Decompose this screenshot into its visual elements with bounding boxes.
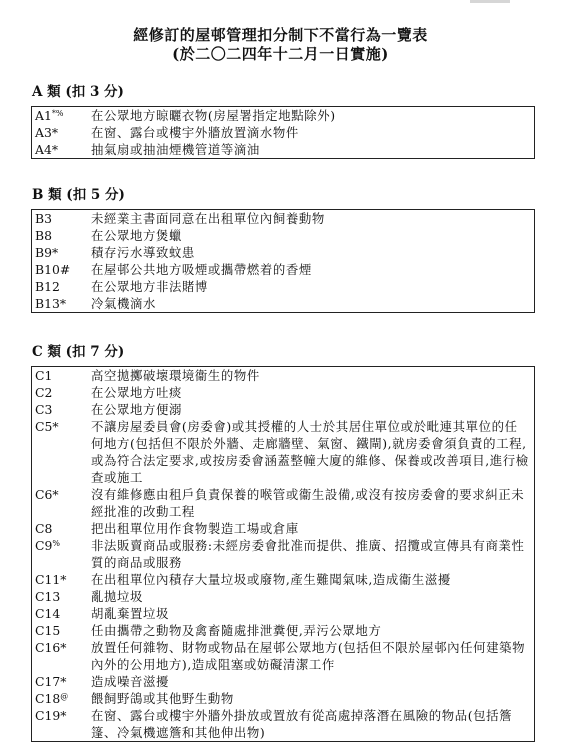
rule-row bbox=[32, 107, 534, 124]
rule-code: C13 bbox=[35, 589, 61, 604]
rule-description: 胡亂棄置垃圾 bbox=[91, 606, 169, 621]
rule-code: C17* bbox=[35, 674, 67, 689]
rule-description: 冷氣機滴水 bbox=[91, 296, 156, 311]
rule-code: C9% bbox=[35, 538, 60, 553]
rule-code: C1 bbox=[35, 368, 53, 383]
rule-row bbox=[32, 261, 534, 278]
rule-description: 餵飼野鴿或其他野生動物 bbox=[91, 691, 234, 706]
rule-description: 高空拋擲破壞環境衞生的物件 bbox=[91, 368, 260, 383]
rule-code-mark: % bbox=[52, 539, 60, 548]
section-c-table bbox=[31, 366, 535, 742]
rule-description: 非法販賣商品或服務:未經房委會批准而提供、推廣、招攬或宣傳具有商業性質的商品或服務 bbox=[91, 538, 525, 570]
rule-code: C16* bbox=[35, 640, 67, 655]
section-b-table bbox=[31, 209, 535, 313]
section-a-table bbox=[31, 106, 535, 159]
rule-description: 放置任何雜物、財物或物品在屋邨公眾地方(包括但不限於屋邨內任何建築物內外的公用地方),造成阻塞或妨礙清潔工作 bbox=[91, 640, 526, 672]
rule-description: 未經業主書面同意在出租單位內飼養動物 bbox=[91, 211, 325, 226]
rule-row bbox=[32, 384, 534, 401]
rule-row bbox=[32, 605, 534, 622]
rule-description: 造成噪音滋擾 bbox=[91, 674, 169, 689]
rule-code: B8 bbox=[35, 228, 52, 243]
rule-code: B10# bbox=[35, 262, 71, 277]
rule-description: 沒有維修應由租戶負責保養的喉管或衞生設備,或沒有按房委會的要求糾正未經批准的改動工程 bbox=[91, 487, 525, 519]
rule-code: C8 bbox=[35, 521, 53, 536]
rule-code-mark: @ bbox=[60, 692, 69, 701]
rule-description: 把出租單位用作食物製造工場或倉庫 bbox=[91, 521, 299, 536]
rule-row bbox=[32, 141, 534, 158]
rule-code: A1*% bbox=[35, 108, 64, 123]
rule-row bbox=[32, 227, 534, 244]
rule-code: A4* bbox=[35, 142, 59, 157]
rule-code: C19* bbox=[35, 708, 67, 723]
rule-description: 抽氣扇或抽油煙機管道等滴油 bbox=[91, 142, 260, 157]
document-title: 經修訂的屋邨管理扣分制下不當行為一覽表 bbox=[133, 26, 428, 44]
rule-code: C5* bbox=[35, 419, 59, 434]
rule-code: B9* bbox=[35, 245, 59, 260]
rule-code: B3 bbox=[35, 211, 52, 226]
rule-description: 不讓房屋委員會(房委會)或其授權的人士於其居住單位或於毗連其單位的任何地方(包括但不限於外牆、走廊牆壁、氣窗、鐵閘),就房委會須負責的工程,或為符合法定要求,或按房委會涵蓋整幢大廈的維修、保養或改善項目,進行檢查或施工 bbox=[91, 419, 529, 485]
rule-description: 積存污水導致蚊患 bbox=[91, 245, 195, 260]
section-a-heading: A 類 (扣 3 分) bbox=[32, 84, 124, 100]
rule-row bbox=[32, 278, 534, 295]
rule-row bbox=[32, 401, 534, 418]
section-b-heading: B 類 (扣 5 分) bbox=[32, 187, 125, 203]
rule-code: B13* bbox=[35, 296, 67, 311]
rule-code-mark: *% bbox=[51, 109, 64, 118]
rule-row bbox=[32, 418, 534, 486]
rule-description: 在公眾地方晾曬衣物(房屋署指定地點除外) bbox=[91, 108, 336, 123]
rule-description: 亂拋垃圾 bbox=[91, 589, 143, 604]
rule-description: 在公眾地方煲蠟 bbox=[91, 228, 182, 243]
rule-row bbox=[32, 537, 534, 571]
rule-row bbox=[32, 244, 534, 261]
rule-code: A3* bbox=[35, 125, 59, 140]
rule-code: C18@ bbox=[35, 691, 69, 706]
rule-code: C15 bbox=[35, 623, 61, 638]
rule-row bbox=[32, 622, 534, 639]
rule-description: 在公眾地方便溺 bbox=[91, 402, 182, 417]
rule-row bbox=[32, 639, 534, 673]
rule-description: 在公眾地方非法賭博 bbox=[91, 279, 208, 294]
rule-row bbox=[32, 520, 534, 537]
rule-row bbox=[32, 367, 534, 384]
rule-row bbox=[32, 124, 534, 141]
rule-row bbox=[32, 588, 534, 605]
rule-description: 任由攜帶之動物及禽畜隨處排泄糞便,弄污公眾地方 bbox=[91, 623, 382, 638]
rule-description: 在公眾地方吐痰 bbox=[91, 385, 182, 400]
rule-code: C2 bbox=[35, 385, 53, 400]
rule-row bbox=[32, 571, 534, 588]
rule-row bbox=[32, 673, 534, 690]
rule-code: C6* bbox=[35, 487, 59, 502]
rule-row bbox=[32, 707, 534, 741]
rule-description: 在出租單位內積存大量垃圾或廢物,產生難聞氣味,造成衞生滋擾 bbox=[91, 572, 451, 587]
rule-row bbox=[32, 690, 534, 707]
section-c-heading: C 類 (扣 7 分) bbox=[32, 344, 125, 360]
rule-row bbox=[32, 210, 534, 227]
rule-code: B12 bbox=[35, 279, 60, 294]
rule-description: 在窗、露台或樓宇外牆放置滴水物件 bbox=[91, 125, 299, 140]
document-subtitle: (於二〇二四年十二月一日實施) bbox=[172, 45, 389, 63]
rule-code: C3 bbox=[35, 402, 53, 417]
rule-row bbox=[32, 486, 534, 520]
page-corner-mark bbox=[470, 0, 510, 3]
rule-code: C14 bbox=[35, 606, 61, 621]
rule-row bbox=[32, 295, 534, 312]
rule-description: 在窗、露台或樓宇外牆外掛放或置放有從高處掉落潛在風險的物品(包括簷篷、冷氣機遮簷和其他伸出物) bbox=[91, 708, 513, 740]
rule-code: C11* bbox=[35, 572, 67, 587]
rule-description: 在屋邨公共地方吸煙或攜帶燃着的香煙 bbox=[91, 262, 312, 277]
